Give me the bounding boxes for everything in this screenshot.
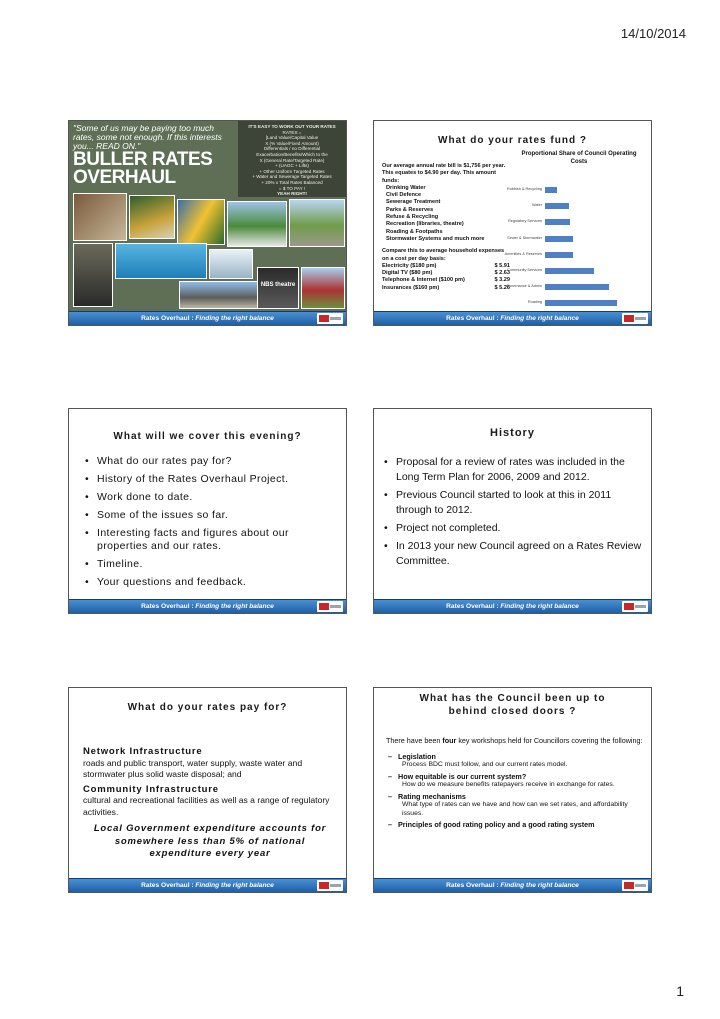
funded-item: Stormwater Systems and much more	[386, 235, 485, 242]
history-list	[384, 455, 642, 569]
agenda-item: • Some of the issues so far.	[85, 509, 335, 522]
funded-list	[382, 185, 510, 243]
footer-prefix: Rates Overhaul :	[446, 315, 501, 322]
chart-bar-row	[507, 234, 644, 244]
board-line: YEAH RIGHT!	[277, 191, 307, 197]
compare-intro: Compare this to average household expenses on a cost per day basis:	[382, 248, 505, 262]
agenda-item: • Your questions and feedback.	[85, 576, 335, 589]
chart-bar	[545, 300, 617, 306]
footer-prefix: Rates Overhaul :	[141, 603, 196, 610]
chart-bar	[545, 252, 573, 258]
expense-row	[382, 270, 510, 277]
slide-what-will-we-cover	[68, 408, 347, 614]
expense-row	[382, 263, 510, 270]
chart-bar	[545, 268, 594, 274]
board-line: Differentials / no Differential	[263, 146, 321, 152]
slide1-title-line1: BULLER RATES	[73, 149, 213, 170]
theatre-sign: NBS theatre	[260, 282, 296, 288]
chart-category-label: Rubbish & Recycling	[506, 187, 542, 191]
history-item: • Project not completed.	[384, 521, 642, 536]
board-line: = $ TO PAY !	[278, 185, 306, 191]
slide-footer	[69, 878, 346, 892]
chart-bar	[545, 219, 570, 225]
footer-prefix: Rates Overhaul :	[141, 882, 196, 889]
chart-bar	[545, 203, 569, 209]
slide2-title: What do your rates fund ?	[438, 135, 587, 146]
expense-value: $ 5.26	[494, 284, 510, 291]
slide-buller-rates-overhaul	[68, 120, 347, 326]
expense-value: $ 2.63	[494, 270, 510, 277]
footer-tagline: Finding the right balance	[500, 315, 579, 322]
funded-item: Parks & Reserves	[386, 206, 434, 213]
footer-tagline: Finding the right balance	[195, 603, 274, 610]
expense-label: Electricity ($180 pm)	[382, 262, 437, 269]
slide-footer	[374, 599, 651, 613]
workshop-topic: – Legislation	[386, 752, 644, 762]
funded-item: Civil Defence	[386, 192, 422, 199]
history-item: • Previous Council started to look at this in 2011 through to 2012.	[384, 488, 642, 518]
slide-what-do-rates-pay-for	[68, 687, 347, 893]
intro-text: There have been	[386, 736, 443, 745]
workshop-detail: What type of rates can we have and how can we set rates, and affordability issues.	[402, 801, 628, 817]
council-logo	[622, 880, 648, 891]
chart-category-label: Sewer & Stormwater	[507, 235, 542, 240]
board-line: IT'S EASY TO WORK OUT YOUR RATES	[248, 124, 336, 129]
footer-prefix: Rates Overhaul :	[141, 315, 196, 322]
chart-category-label: Regulatory Services	[508, 219, 542, 224]
slide1-quote: "Some of us may be paying too much rates, some not enough. If this interests you... READ ON."	[73, 123, 222, 151]
page-number: 1	[676, 983, 684, 999]
council-logo	[317, 880, 343, 891]
chart-category-label: Water	[532, 203, 542, 208]
photo-hall	[301, 267, 345, 309]
expense-row	[382, 277, 510, 284]
council-logo	[622, 313, 648, 324]
agenda-item: • Work done to date.	[85, 491, 335, 504]
chart-bar-row	[514, 298, 644, 308]
expense-row	[382, 285, 510, 292]
slide3-title: What will we cover this evening?	[113, 431, 302, 442]
photo-collage	[69, 121, 346, 311]
slide5-title: What do your rates pay for?	[127, 702, 288, 713]
expense-value: $ 3.29	[494, 277, 510, 284]
chart-category-label: Roading	[527, 300, 542, 305]
funded-item: Roading & Footpaths	[386, 228, 443, 235]
photo-playground	[177, 199, 225, 245]
council-logo	[317, 313, 343, 324]
history-item: • In 2013 your new Council agreed on a Rates Review Committee.	[384, 539, 642, 569]
network-heading: Network Infrastructure	[83, 746, 203, 757]
community-heading: Community Infrastructure	[83, 783, 219, 795]
slide4-title: History	[490, 427, 535, 439]
slide-footer	[374, 878, 651, 892]
council-logo	[317, 601, 343, 612]
slide1-title-line2: OVERHAUL	[73, 167, 176, 188]
chart-category-label: Amenities & Reserves	[504, 251, 542, 256]
chart-bar-row	[508, 217, 644, 227]
board-line: + 20% x Total Rates Balanced	[261, 179, 323, 185]
history-item: • Proposal for a review of rates was included in the Long Term Plan for 2006, 2009 and 2012.	[384, 455, 642, 485]
workshop-topic: – How equitable is our current system?	[386, 772, 644, 782]
slide-footer	[69, 599, 346, 613]
slide2-intro: Our average annual rate bill is $1,756 per year. This equates to $4.90 per day. This amount funds:	[382, 163, 506, 184]
board-line: Exacerbation/Benefits/Which to the	[256, 151, 328, 157]
chart-category-label: Governance & Admin	[506, 284, 542, 289]
rates-formula-board	[238, 121, 346, 197]
board-line: + Other Uniform Targeted Rates	[259, 168, 325, 174]
expense-label: Insurances ($160 pm)	[382, 284, 440, 291]
slide-footer	[374, 311, 651, 325]
workshop-detail: Process BDC must follow, and our current rates model.	[402, 761, 568, 768]
slide-what-do-rates-fund	[373, 120, 652, 326]
footer-tagline: Finding the right balance	[195, 315, 274, 322]
agenda-item: • Interesting facts and figures about our properties and our rates.	[85, 527, 335, 553]
chart-bar-row	[514, 201, 644, 211]
network-text: roads and public transport, water supply, waste water and stormwater plus solid waste disposal; and	[83, 757, 303, 779]
chart-bar	[545, 187, 557, 193]
photo-swimmers	[115, 243, 207, 279]
photo-road	[289, 199, 345, 247]
expense-label: Telephone & Internet ($100 pm)	[382, 277, 465, 284]
slide-footer	[69, 311, 346, 325]
footer-tagline: Finding the right balance	[195, 882, 274, 889]
funded-item: Sewerage Treatment	[386, 199, 441, 206]
workshop-topic: – Principles of good rating policy and a good rating system	[386, 820, 644, 830]
footer-prefix: Rates Overhaul :	[446, 882, 501, 889]
footer-prefix: Rates Overhaul :	[446, 603, 501, 610]
agenda-item: • History of the Rates Overhaul Project.	[85, 473, 335, 486]
community-text: cultural and recreational facilities as well as a range of regulatory activities.	[83, 795, 330, 817]
intro-text: key workshops held for Councillors covering the following:	[456, 736, 643, 745]
chart-bar	[545, 236, 573, 242]
slide1-title	[73, 151, 212, 187]
chart-category-label: Community Services	[507, 268, 542, 272]
expenditure-emphasis: Local Government expenditure accounts for somewhere less than 5% of national expenditure every year	[93, 823, 327, 859]
slide5-body	[83, 746, 337, 861]
slide-council-workshops	[373, 687, 652, 893]
board-line: X (General Rate/Targeted Rate)	[259, 157, 325, 163]
agenda-list	[85, 455, 335, 589]
funded-item: Drinking Water	[386, 184, 426, 191]
photo-theatre	[257, 267, 299, 309]
funded-item: Refuse & Recycling	[386, 214, 439, 221]
board-line: [Land Value/Capital Value	[265, 135, 319, 141]
chart-bar-row	[506, 282, 644, 292]
council-logo	[622, 601, 648, 612]
board-line: X (% Value/Fixed Amount)	[265, 140, 319, 146]
page-date: 14/10/2014	[620, 26, 686, 41]
intro-count: four	[442, 736, 457, 745]
expense-label: Digital TV ($80 pm)	[382, 270, 433, 277]
rates-fund-text	[382, 163, 510, 292]
workshop-detail: How do we measure benefits ratepayers receive in exchange for rates.	[402, 781, 615, 788]
chart-bar-row	[507, 266, 644, 276]
slide6-title: What has the Council been up to behind closed doors ?	[419, 693, 606, 717]
agenda-item: • What do our rates pay for?	[85, 455, 335, 468]
board-line: + (UAGC + Lifts)	[275, 163, 309, 169]
agenda-item: • Timeline.	[85, 558, 335, 571]
chart-bar	[545, 284, 609, 290]
photo-truck	[227, 201, 287, 247]
slide-history	[373, 408, 652, 614]
board-line: RATES =	[282, 129, 302, 135]
footer-tagline: Finding the right balance	[500, 603, 579, 610]
chart-bar-row	[506, 185, 644, 195]
slide6-body	[386, 736, 644, 830]
expense-value: $ 5.91	[494, 262, 510, 269]
photo-volunteers	[129, 195, 175, 239]
workshop-topic: – Rating mechanisms	[386, 792, 644, 802]
chart-bar-row	[504, 250, 644, 260]
footer-tagline: Finding the right balance	[500, 882, 579, 889]
workshops-intro	[386, 736, 644, 746]
photo-water-tap	[209, 249, 253, 279]
board-line: + Water and Sewerage Targeted Rates	[252, 174, 332, 180]
funded-item: Recreation (libraries, theatre)	[386, 221, 464, 228]
photo-pipes	[73, 243, 113, 307]
chart-title: Proportional Share of Council Operating Costs	[521, 151, 637, 165]
photo-library	[179, 281, 259, 309]
photo-dogs	[73, 193, 127, 241]
